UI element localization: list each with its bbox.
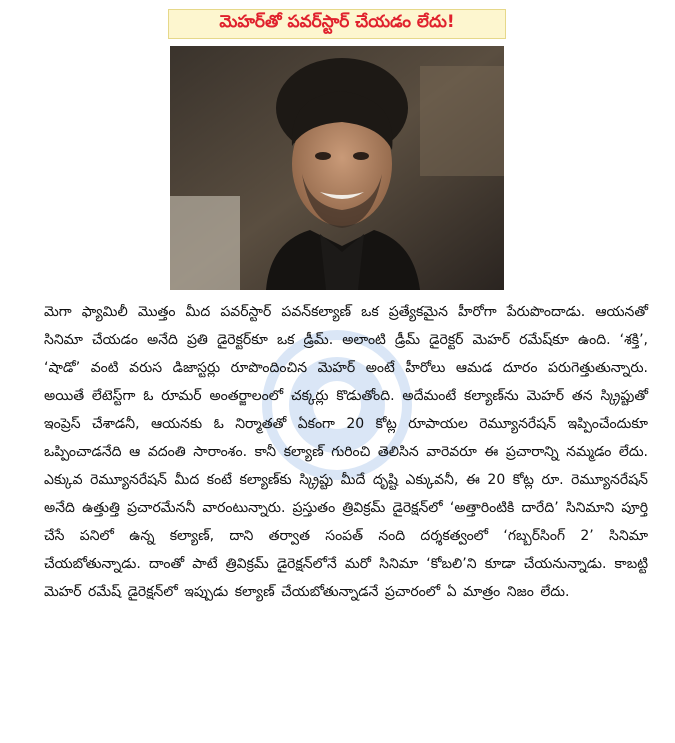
headline: మెహర్‌తో పవర్‌స్టార్‌ చేయడం లేదు! bbox=[219, 12, 455, 32]
article-photo bbox=[170, 46, 504, 290]
person-photo-icon bbox=[170, 46, 504, 290]
headline-banner bbox=[168, 9, 506, 39]
article-paragraph: మెగా ఫ్యామిలీ మొత్తం మీద పవర్‌స్టార్‌ పవన్‌కల్యాణ్‌ ఒక ప్రత్యేకమైన హీరోగా పేరుపొందాడు. ఆయనతో సినిమా చేయడం అనేది ప్రతి డైరెక్టర్‌కూ ఒక డ్రీమ్‌. అలాంటి డ్రీమ్‌ డైరెక్టర్‌ మెహర్‌ రమేష్‌కూ ఉంది. ‘శక్తి’, ‘షాడో’ వంటి వరుస డిజాస్టర్లు రూపొందించిన మెహర్‌ అంటే హీరోలు ఆమడ దూరం పరుగెత్తుతున్నారు. అయితే లేటెస్ట్‌గా ఓ రూమర్‌ అంతర్జాలంలో చక్కర్లు కొడుతోంది. అదేమంటే కల్యాణ్‌ను మెహర్‌ తన స్క్రిప్టుతో ఇంప్రెస్‌ చేశాడనీ, ఆయనకు ఓ నిర్మాతతో ఏకంగా 20 కోట్ల రూపాయల రెమ్యూనరేషన్‌ ఇప్పించేందుకూ ఒప్పించాడనేది ఆ వదంతి సారాంశం. కానీ కల్యాణ్‌ గురించి తెలిసిన వారెవరూ ఈ ప్రచారాన్ని నమ్మడం లేదు. ఎక్కువ రెమ్యూనరేషన్‌ మీద కంటే కల్యాణ్‌కు స్క్రిప్టు మీదే దృష్టి ఎక్కువనీ, ఈ 20 కోట్ల రూ. రెమ్యూనరేషన్‌ అనేది ఉత్తుత్తి ప్రచారమేననీ వారంటున్నారు. ప్రస్తుతం త్రివిక్రమ్‌ డైరెక్షన్‌లో ‘అత్తారింటికి దారేది’ సినిమాని పూర్తి చేసే పనిలో ఉన్న కల్యాణ్‌, దాని తర్వాత సంపత్‌ నంది దర్శకత్వంలో ‘గబ్బర్‌సింగ్‌ 2’ సినిమా చేయబోతున్నాడు. దాంతో పాటే త్రివిక్రమ్‌ డైరెక్షన్‌లోనే మరో సినిమా ‘కోబలి’ని కూడా చేయనున్నాడు. కాబట్టి మెహర్‌ రమేష్‌ డైరెక్షన్‌లో ఇప్పుడు కల్యాణ్‌ చేయబోతున్నాడనే ప్రచారంలో ఏ మాత్రం నిజం లేదు. bbox=[44, 304, 648, 600]
article-body bbox=[44, 298, 648, 606]
